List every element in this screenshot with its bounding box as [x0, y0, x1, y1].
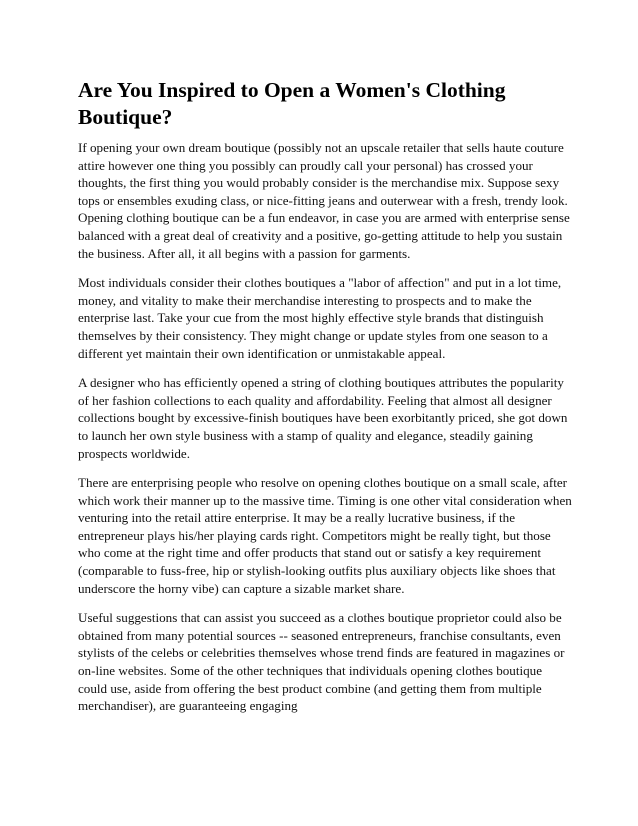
article-body — [78, 77, 574, 727]
paragraph-5: Useful suggestions that can assist you succeed as a clothes boutique proprietor could also be obtained from many potential sources -- seasoned entrepreneurs, franchise consultants, even stylists of the celebs or celebrities themselves whose trend finds are featured in magazines or on-line websites. Some of the other techniques that individuals opening clothes boutique could use, aside from offering the best product combine (and getting them from multiple merchandiser), are guaranteeing engaging — [78, 610, 565, 714]
article-title: Are You Inspired to Open a Women's Clothing Boutique? — [78, 78, 506, 129]
paragraph-2: Most individuals consider their clothes boutiques a "labor of affection" and put in a lot time, money, and vitality to make their merchandise interesting to prospects and to make the enterprise last. Take your cue from the most highly effective style brands that distinguish themselves by their consistency. They might change or update styles from one season to a different yet maintain their own identification or unmistakable appeal. — [78, 275, 562, 361]
paragraph-1: If opening your own dream boutique (possibly not an upscale retailer that sells haute couture attire however one thing you possibly can proudly call your personal) has crossed your thoughts, the first thing you would probably consider is the merchandise mix. Suppose sexy tops or ensembles exuding class, or nice-fitting jeans and outerwear with a fresh, trendy look. Opening clothing boutique can be a fun endeavor, in case you are armed with enterprise sense balanced with a great deal of creativity and a positive, go-getting attitude to help you sustain the business. After all, it all begins with a passion for garments. — [78, 140, 570, 261]
paragraph-4: There are enterprising people who resolve on opening clothes boutique on a small scale, after which work their manner up to the massive time. Timing is one other vital consideration when venturing into the retail attire enterprise. It may be a really lucrative business, if the entrepreneur plays his/her playing cards right. Competitors might be really tight, but those who come at the right time and offer products that stand out or satisfy a key requirement (comparable to fuss-free, hip or stylish-looking outfits plus auxiliary objects like shoes that underscore the horny vibe) can capture a sizable market share. — [78, 475, 572, 596]
paragraph-3: A designer who has efficiently opened a string of clothing boutiques attributes the popularity of her fashion collections to each quality and affordability. Feeling that almost all designer collections bought by excessive-finish boutiques have been exorbitantly priced, she got down to launch her own style business with a stamp of quality and elegance, steadily gaining prospects worldwide. — [78, 375, 568, 461]
